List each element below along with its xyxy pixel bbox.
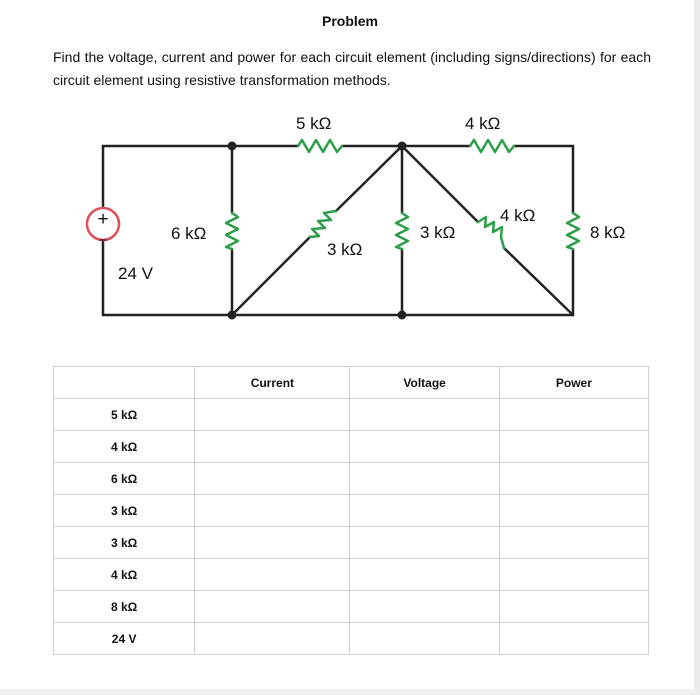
- page-edge-bottom: [0, 689, 700, 695]
- circuit-diagram: [0, 95, 700, 335]
- power-cell[interactable]: [499, 591, 648, 623]
- row-label: 5 kΩ: [54, 399, 195, 431]
- row-label: 4 kΩ: [54, 559, 195, 591]
- table-row: [54, 591, 649, 623]
- voltage-cell[interactable]: [350, 559, 499, 591]
- current-cell[interactable]: [195, 399, 350, 431]
- resistor-3k-diagonal: [310, 211, 336, 237]
- page-title: Problem: [321, 13, 378, 29]
- power-cell[interactable]: [499, 495, 648, 527]
- current-cell[interactable]: [195, 431, 350, 463]
- resistor-5k-top: [298, 140, 342, 152]
- label-5k-top: 5 kΩ: [296, 114, 332, 133]
- label-3k-vertical: 3 kΩ: [420, 223, 456, 242]
- power-cell[interactable]: [499, 527, 648, 559]
- power-cell[interactable]: [499, 463, 648, 495]
- voltage-cell[interactable]: [350, 623, 499, 655]
- label-3k-diagonal: 3 kΩ: [327, 240, 363, 259]
- voltage-cell[interactable]: [350, 399, 499, 431]
- power-cell[interactable]: [499, 623, 648, 655]
- power-cell[interactable]: [499, 431, 648, 463]
- header-voltage: Voltage: [350, 367, 499, 399]
- table-header-row: [54, 367, 649, 399]
- source-minus: −: [98, 232, 108, 249]
- row-label: 3 kΩ: [54, 495, 195, 527]
- resistor-8k: [567, 213, 579, 249]
- table-row: [54, 623, 649, 655]
- source-plus: +: [97, 209, 109, 230]
- header-power: Power: [499, 367, 648, 399]
- label-4k-diagonal: 4 kΩ: [500, 206, 536, 225]
- table-row: [54, 431, 649, 463]
- voltage-cell[interactable]: [350, 591, 499, 623]
- table-row: [54, 399, 649, 431]
- resistor-4k-top: [470, 140, 514, 152]
- row-label: 3 kΩ: [54, 527, 195, 559]
- current-cell[interactable]: [195, 527, 350, 559]
- label-8k: 8 kΩ: [590, 223, 626, 242]
- problem-statement: Find the voltage, current and power for each circuit element (including signs/directions) for each circuit element using resistive transformation methods.: [53, 49, 651, 88]
- row-label: 8 kΩ: [54, 591, 195, 623]
- label-6k: 6 kΩ: [171, 224, 207, 243]
- row-label: 24 V: [54, 623, 195, 655]
- voltage-cell[interactable]: [350, 431, 499, 463]
- header-element: [54, 367, 195, 399]
- current-cell[interactable]: [195, 559, 350, 591]
- resistor-6k: [226, 213, 238, 249]
- current-cell[interactable]: [195, 623, 350, 655]
- power-cell[interactable]: [499, 559, 648, 591]
- current-cell[interactable]: [195, 495, 350, 527]
- row-label: 6 kΩ: [54, 463, 195, 495]
- table-row: [54, 527, 649, 559]
- table-row: [54, 559, 649, 591]
- label-24v: 24 V: [118, 264, 153, 283]
- voltage-cell[interactable]: [350, 495, 499, 527]
- table-row: [54, 495, 649, 527]
- voltage-cell[interactable]: [350, 463, 499, 495]
- table-row: [54, 463, 649, 495]
- power-cell[interactable]: [499, 399, 648, 431]
- label-4k-top: 4 kΩ: [465, 114, 501, 133]
- resistor-3k-vertical: [396, 213, 408, 249]
- row-label: 4 kΩ: [54, 431, 195, 463]
- header-current: Current: [195, 367, 350, 399]
- voltage-cell[interactable]: [350, 527, 499, 559]
- results-table: [53, 366, 649, 655]
- current-cell[interactable]: [195, 591, 350, 623]
- current-cell[interactable]: [195, 463, 350, 495]
